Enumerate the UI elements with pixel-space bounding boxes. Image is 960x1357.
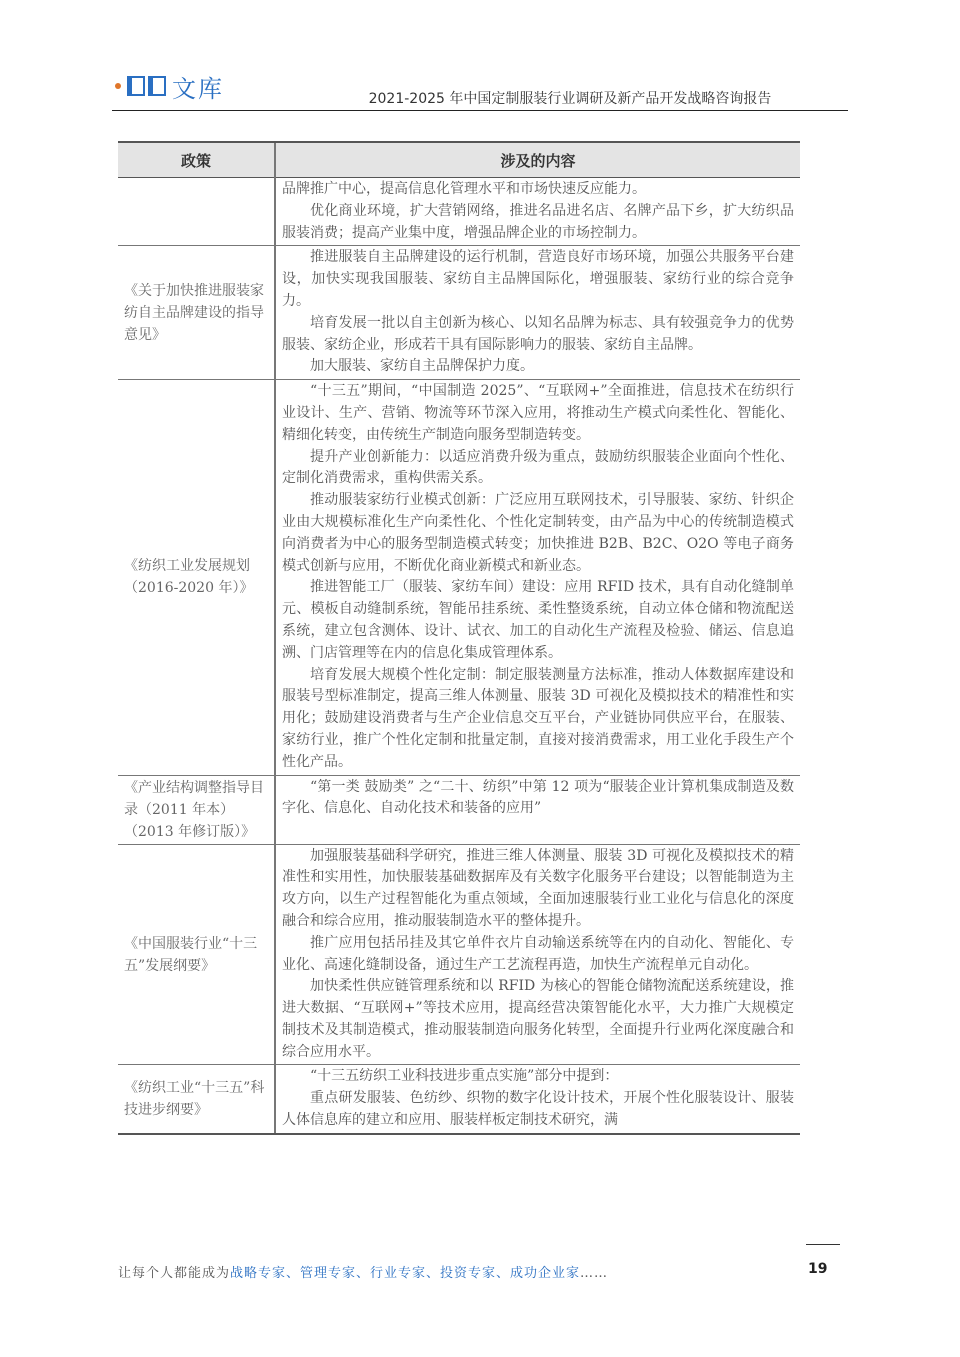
- content-paragraph: 推进智能工厂（服装、家纺车间）建设：应用 RFID 技术，具有自动化缝制单元、模板自动缝制系统，智能吊挂系统、柔性整烫系统，自动立体仓储和物流配送系统，建立包含测体、设计、试衣、加工的自动化生产流程及检验、储运、信息追溯、门店管理等在内的信息化集成管理体系。: [282, 579, 794, 661]
- policy-content-cell: [275, 380, 800, 775]
- footer-prefix: 让每个人都能成为: [118, 1266, 231, 1281]
- policy-name-cell: 《产业结构调整指导目录（2011 年本）（2013 年修订版）》: [118, 775, 275, 844]
- policy-content-cell: [275, 775, 800, 844]
- table-header-row: [118, 142, 800, 178]
- policy-name-cell: [118, 178, 275, 246]
- policy-name-cell: 《关于加快推进服装家纺自主品牌建设的指导意见》: [118, 246, 275, 380]
- footer-slogan: [118, 1262, 608, 1281]
- brand-logo: [115, 70, 224, 102]
- content-paragraph: 加大服装、家纺自主品牌保护力度。: [310, 358, 534, 375]
- footer-suffix: ……: [580, 1266, 609, 1281]
- footer-divider: [806, 1244, 840, 1245]
- policy-content-cell: [275, 178, 800, 246]
- content-paragraph: 推进服装自主品牌建设的运行机制，营造良好市场环境，加强公共服务平台建设，加快实现我国服装、家纺自主品牌国际化，增强服装、家纺行业的综合竞争力。: [282, 249, 794, 309]
- policy-content-cell: [275, 1065, 800, 1134]
- content-paragraph: 推动服装家纺行业模式创新：广泛应用互联网技术，引导服装、家纺、针织企业由大规模标准化生产向柔性化、个性化定制转变，由产品为中心的传统制造模式向消费者为中心的服务型制造模式转变；加快推进 B2B、B2C、O2O 等电子商务模式创新与应用，不断优化商业新模式和新业态。: [282, 492, 794, 574]
- policy-name-cell: 《中国服装行业“十三五”发展纲要》: [118, 844, 275, 1065]
- report-title: 2021-2025 年中国定制服装行业调研及新产品开发战略咨询报告: [368, 91, 772, 107]
- page-number: 19: [808, 1261, 828, 1277]
- header-divider: [112, 110, 848, 111]
- table-row: [118, 844, 800, 1065]
- table-row: [118, 1065, 800, 1134]
- table-row: [118, 775, 800, 844]
- footer-highlight: 战略专家、管理专家、行业专家、投资专家、成功企业家: [230, 1266, 581, 1281]
- content-paragraph: 加强服装基础科学研究，推进三维人体测量、服装 3D 可视化及模拟技术的精准性和实用性，加快服装基础数据库及有关数字化服务平台建设；以智能制造为主攻方向，以生产过程智能化为重点领域，全面加速服装行业工业化与信息化的深度融合和综合应用，推动服装制造水平的整体提升。: [282, 847, 794, 929]
- logo-mark-icon: [127, 76, 166, 96]
- content-paragraph: 培育发展大规模个性化定制：制定服装测量方法标准，推动人体数据库建设和服装号型标准制定，提高三维人体测量、服装 3D 可视化及模拟技术的精准性和实用化；鼓励建设消费者与生产企业信息交互平台，产业链协同供应平台，在服装、家纺行业，推广个性化定制和批量定制，直接对接消费需求，用工业化手段生产个性化产品。: [282, 666, 794, 770]
- logo-text: 文库: [172, 74, 224, 103]
- content-paragraph: 品牌推广中心，提高信息化管理水平和市场快速反应能力。: [282, 181, 646, 197]
- content-paragraph: 加快柔性供应链管理系统和以 RFID 为核心的智能仓储物流配送系统建设，推进大数据、“互联网+”等技术应用，提高经营决策智能化水平，大力推广大规模定制技术及其制造模式，推动服装制造向服务化转型，全面提升行业两化深度融合和综合应用水平。: [282, 978, 794, 1060]
- column-header-policy: 政策: [118, 142, 275, 178]
- policy-name-cell: 《纺织工业“十三五”科技进步纲要》: [118, 1065, 275, 1134]
- column-header-content: 涉及的内容: [275, 142, 800, 178]
- content-paragraph: 培育发展一批以自主创新为核心、以知名品牌为标志、具有较强竞争力的优势服装、家纺企业，形成若干具有国际影响力的服装、家纺自主品牌。: [282, 314, 794, 353]
- policy-content-cell: [275, 246, 800, 380]
- content-paragraph: 重点研发服装、色纺纱、织物的数字化设计技术，开展个性化服装设计、服装人体信息库的建立和应用、服装样板定制技术研究，满: [282, 1090, 794, 1129]
- table-row: [118, 246, 800, 380]
- policy-content-cell: [275, 844, 800, 1065]
- logo-dot-icon: [115, 83, 121, 89]
- content-paragraph: “十三五”期间，“中国制造 2025”、“互联网+”全面推进，信息技术在纺织行业设计、生产、营销、物流等环节深入应用，将推动生产模式向柔性化、智能化、精细化转变，由传统生产制造向服务型制造转变。: [282, 383, 794, 443]
- table-row: [118, 380, 800, 775]
- content-paragraph: 推广应用包括吊挂及其它单件衣片自动输送系统等在内的自动化、智能化、专业化、高速化缝制设备，通过生产工艺流程再造，加快生产流程单元自动化。: [282, 934, 794, 973]
- table-row: [118, 178, 800, 246]
- policy-name-cell: 《纺织工业发展规划（2016-2020 年）》: [118, 380, 275, 775]
- content-paragraph: 提升产业创新能力：以适应消费升级为重点，鼓励纺织服装企业面向个性化、定制化消费需求，重构供需关系。: [282, 448, 794, 487]
- policy-table: [118, 141, 800, 1135]
- content-paragraph: “十三五纺织工业科技进步重点实施”部分中提到：: [310, 1068, 619, 1085]
- content-paragraph: 优化商业环境，扩大营销网络，推进名品进名店、名牌产品下乡，扩大纺织品服装消费；提高产业集中度，增强品牌企业的市场控制力。: [282, 202, 794, 241]
- content-paragraph: “第一类 鼓励类” 之“二十、纺织”中第 12 项为“服装企业计算机集成制造及数字化、信息化、自动化技术和装备的应用”: [282, 778, 794, 817]
- table-body: [118, 178, 800, 1134]
